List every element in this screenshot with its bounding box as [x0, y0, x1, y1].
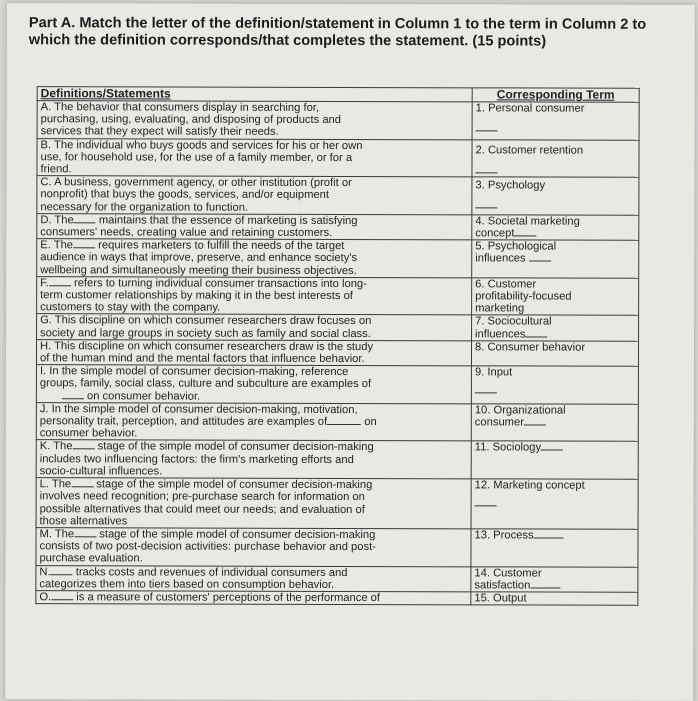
definition-b: B. The individual who buys goods and services for his or her own use, for household use, for the use of a family member, or for a friend. — [37, 138, 472, 177]
term-6: 6. Customer profitability-focused marketing — [472, 278, 639, 316]
table-row — [36, 565, 638, 592]
definition-a: A. The behavior that consumers display in searching for, purchasing, using, evaluating, and disposing of products and services that they expect will satisfy their needs. — [37, 101, 472, 140]
term-14: 14. Customer satisfaction — [471, 566, 638, 592]
table-row — [37, 214, 639, 241]
definition-l: L. The stage of the simple model of consumer decision-making involves need recognition; pre-purchase search for information on possible alternatives that could meet our needs; and evaluation of those alternatives — [36, 478, 471, 529]
definition-j: J. In the simple model of consumer decision-making, motivation, personality trait, perception, and attitudes are examples of on consumer behavior. — [36, 403, 471, 442]
answer-blank[interactable] — [475, 385, 497, 394]
definition-n: N. tracks costs and revenues of individual consumers and categorizes them into tiers based on consumption behavior. — [36, 565, 471, 592]
answer-blank[interactable] — [475, 164, 497, 173]
definition-i: I. In the simple model of consumer decision-making, reference groups, family, social class, culture and subculture are examples of on consumer behavior. — [36, 365, 471, 404]
term-9: 9. Input — [471, 366, 638, 404]
fill-in-blank[interactable] — [71, 478, 93, 487]
table-row — [37, 176, 639, 215]
col1-header: Definitions/Statements — [37, 87, 472, 102]
definition-d: D. The maintains that the essence of marketing is satisfying consumers' needs, creating value and retaining customers. — [37, 214, 472, 241]
definition-m: M. The stage of the simple model of consumer decision-making consists of two post-decision activities: purchase behavior and post- purchase evaluation. — [36, 528, 471, 567]
definition-h: H. This discipline on which consumer researchers draw is the study of the human mind and the mental factors that influence behavior. — [36, 340, 471, 367]
table-row — [37, 239, 639, 278]
table-row — [36, 440, 638, 479]
table-row — [37, 277, 639, 316]
table-row — [36, 340, 638, 367]
term-4: 4. Societal marketing concept — [472, 215, 639, 241]
definition-e: E. The requires marketers to fulfill the needs of the target audience in ways that improve, preserve, and enhance society's wellbeing and simultaneously meeting their business objectives. — [37, 239, 472, 278]
table-row — [37, 138, 639, 177]
answer-blank[interactable] — [476, 123, 498, 132]
answer-blank[interactable] — [514, 227, 536, 236]
term-8: 8. Consumer behavior — [471, 341, 638, 367]
answer-blank[interactable] — [525, 328, 547, 337]
term-1: 1. Personal consumer — [472, 102, 639, 140]
answer-blank[interactable] — [530, 579, 560, 588]
term-15: 15. Output — [471, 592, 638, 606]
term-12: 12. Marketing concept — [471, 479, 638, 529]
fill-in-blank[interactable] — [73, 240, 95, 249]
term-3: 3. Psychology — [472, 177, 639, 215]
fill-in-blank[interactable] — [74, 214, 96, 223]
fill-in-blank[interactable] — [327, 416, 361, 425]
fill-in-blank[interactable] — [51, 591, 73, 600]
term-7: 7. Sociocultural influences — [472, 315, 639, 341]
fill-in-blank[interactable] — [62, 390, 84, 399]
term-10: 10. Organizational consumer — [471, 404, 638, 442]
answer-blank[interactable] — [475, 200, 497, 209]
table-header-row — [37, 87, 639, 103]
instructions-heading: Part A. Match the letter of the definition/statement in Column 1 to the term in Column 2 to which the definition corresponds/that completes the statement. (15 points) — [28, 15, 647, 50]
fill-in-blank[interactable] — [74, 528, 96, 537]
table-row — [36, 365, 638, 404]
definition-f: F. refers to turning individual consumer transactions into long- term customer relationships by making it in the best interests of customers to stay with the company. — [37, 277, 472, 316]
term-11: 11. Sociology — [471, 441, 638, 479]
answer-blank[interactable] — [534, 529, 564, 538]
table-row — [36, 528, 638, 567]
matching-table — [35, 86, 639, 606]
definition-c: C. A business, government agency, or other institution (profit or nonprofit) that buys the goods, services, and/or equipment necessary for the organization to function. — [37, 176, 472, 215]
term-2: 2. Customer retention — [472, 139, 639, 177]
answer-blank[interactable] — [524, 417, 546, 426]
answer-blank[interactable] — [541, 442, 563, 451]
table-row — [36, 591, 638, 606]
worksheet-page — [5, 3, 695, 701]
fill-in-blank[interactable] — [73, 441, 95, 450]
table-row — [36, 478, 638, 529]
col2-header: Corresponding Term — [472, 88, 639, 102]
fill-in-blank[interactable] — [49, 277, 71, 286]
term-13: 13. Process — [471, 529, 638, 567]
table-row — [37, 314, 639, 341]
fill-in-blank[interactable] — [51, 566, 73, 575]
table-row — [37, 101, 639, 140]
term-5: 5. Psychological influences — [472, 240, 639, 278]
definition-g: G. This discipline on which consumer researchers draw focuses on society and large groups in society such as family and social class. — [37, 314, 472, 341]
table-row — [36, 403, 638, 442]
definition-o: O. is a measure of customers' perceptions of the performance of — [36, 591, 471, 605]
answer-blank[interactable] — [529, 253, 551, 262]
definition-k: K. The stage of the simple model of consumer decision-making includes two influencing factors: the firm's marketing efforts and socio-cultural influences. — [36, 440, 471, 479]
answer-blank[interactable] — [475, 498, 497, 507]
